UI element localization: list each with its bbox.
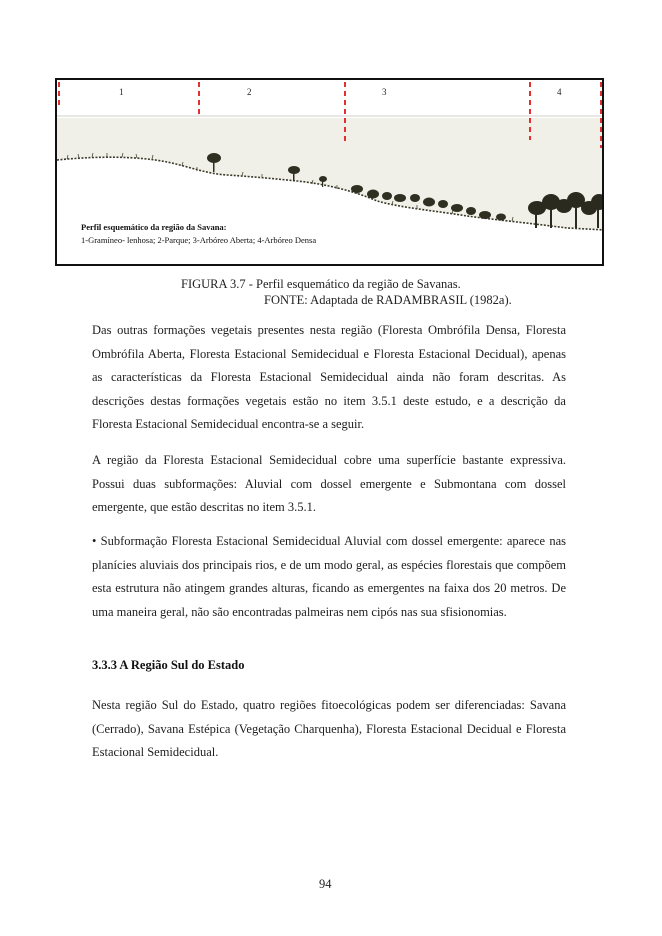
- page-number: 94: [319, 877, 332, 891]
- paragraph-south-region: Nesta região Sul do Estado, quatro regiões fitoecológicas podem ser diferenciadas: Savana (Cerrado), Savana Estépica (Vegetação Charquenha), Floresta Estacional Decidual e Floresta Estacional Semidecidual.: [92, 698, 566, 759]
- paragraph-semidecidual-region: A região da Floresta Estacional Semidecidual cobre uma superfície bastante expressiva. Possui duas subformações: Aluvial com dossel emergente e Submontana com dossel emergente, que estão descritas no item 3.5.1.: [92, 453, 566, 514]
- figure-source: FONTE: Adaptada de RADAMBRASIL (1982a).: [264, 293, 512, 307]
- paragraph-other-formations: Das outras formações vegetais presentes nesta região (Floresta Ombrófila Densa, Floresta Ombrófila Aberta, Floresta Estacional Semidecidual e Floresta Estacional Decidual), apenas as características da Floresta Estacional Semidecidual ainda não foram descritas. As descrições destas formações vegetais estão no item 3.5.1 deste estudo, e a descrição da Floresta Estacional Semidecidual encontra-se a seguir.: [92, 323, 566, 431]
- figure-inner-legend: 1-Gramíneo- lenhosa; 2-Parque; 3-Arbóreo Aberta; 4-Arbóreo Densa: [81, 235, 317, 245]
- section-heading: 3.3.3 A Região Sul do Estado: [92, 658, 245, 672]
- figure-caption: FIGURA 3.7 - Perfil esquemático da região de Savanas.: [181, 277, 461, 291]
- zone-label-3: 3: [382, 87, 387, 97]
- zone-label-4: 4: [557, 87, 562, 97]
- zone-label-1: 1: [119, 87, 124, 97]
- figure-inner-title: Perfil esquemático da região da Savana:: [81, 222, 227, 232]
- zone-label-2: 2: [247, 87, 252, 97]
- paragraph-aluvial-subformation: • Subformação Floresta Estacional Semidecidual Aluvial com dossel emergente: aparece nas planícies aluviais dos principais rios, e de um modo geral, as espécies florestais que compõem esta estrutura não atingem grandes alturas, ficando as emergentes na faixa dos 20 metros. De uma maneira geral, não são encontradas palmeiras nem cipós nas sua sfisionomias.: [92, 534, 566, 619]
- savanna-profile-figure: [55, 78, 604, 266]
